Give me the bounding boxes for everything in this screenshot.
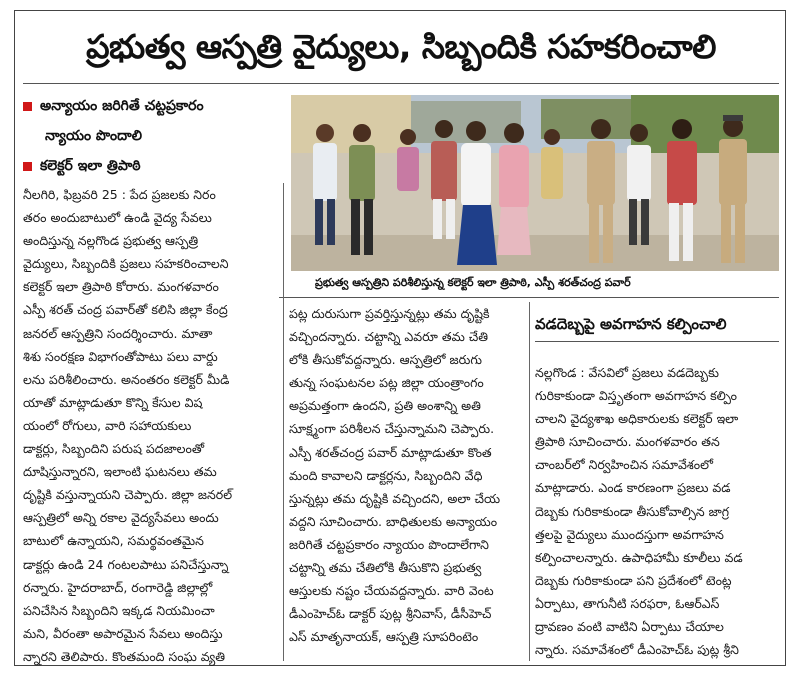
article-line: చాలని వైద్యశాఖ అధికారులకు కలెక్టర్ ఇలా xyxy=(535,411,739,427)
article-line: ఎస్ మాతృనాయక్, ఆస్పత్రి సూపరింటెం xyxy=(289,629,479,645)
bullet-text: అన్యాయం జరిగితే చట్టప్రకారం xyxy=(40,98,204,114)
article-line: ఆస్పత్రిలో అన్ని రకాల వైద్యసేవలు అందు xyxy=(23,510,219,526)
article-line: త్రిపాఠి సూచించారు. మంగళవారం తన xyxy=(535,434,720,450)
article-line: గురికాకుండా విస్తృతంగా అవగాహన కల్పిం xyxy=(535,388,737,404)
headline: ప్రభుత్వ ఆస్పత్రి వైద్యులు, సిబ్బందికి సహకరించాలి xyxy=(86,27,716,66)
caption-rule xyxy=(279,297,779,298)
article-line: డీఎంహెచ్‌ఓ డాక్టర్ పుట్ల శ్రీనివాస్, డీసీహెచ్ xyxy=(289,606,492,622)
article-line: పనిచేసిన సిబ్బందిని ఇక్కడ నియమించా xyxy=(23,602,215,618)
article-line: కల్పించాలన్నారు. ఉపాధిహామీ కూలీలు వడ xyxy=(535,549,743,565)
bullet-item-continuation xyxy=(23,121,285,151)
article-line: దెబ్బకు గురికాకుండా పని ప్రదేశంలో టెంట్ల xyxy=(535,572,732,588)
article-line: నల్లగొండ : వేసవిలో ప్రజలు వడదెబ్బకు xyxy=(535,365,719,380)
headline-rule xyxy=(23,83,779,84)
article-line: తున్న సంఘటనల పట్ల జిల్లా యంత్రాంగం xyxy=(289,375,484,391)
bullet-list xyxy=(23,91,285,181)
article-line: లను పరిశీలించారు. అనంతరం కలెక్టర్ మీడి xyxy=(23,371,230,387)
article-column-3 xyxy=(535,361,779,661)
bullet-text: న్యాయం పొందాలి xyxy=(45,128,142,144)
article-line: సూక్ష్మంగా పరిశీలన చేస్తున్నామని చెప్పారు. xyxy=(289,421,495,437)
article-line: దూషిస్తున్నారని, ఇలాంటి ఘటనలు తమ xyxy=(23,464,217,480)
article-line: కలెక్టర్ ఇలా త్రిపాఠి కోరారు. మంగళవారం xyxy=(23,279,219,295)
article-line: లోకి తీసుకోవద్దన్నారు. ఆస్పత్రిలో జరుగు xyxy=(289,352,482,368)
article-line: వచ్చిందన్నారు. చట్టాన్ని ఎవరూ తమ చేతి xyxy=(289,329,489,345)
article-line: యాతో మాట్లాడుతూ కొన్ని కేసుల విష xyxy=(23,394,203,410)
article-line: జనరల్ ఆస్పత్రిని సందర్శించారు. మాతా xyxy=(23,325,213,341)
article-line: న్నారు. సమావేశంలో డీఎంహెచ్‌ఓ పుట్ల శ్రీని xyxy=(535,642,739,658)
article-line: అందిస్తున్న నల్లగొండ ప్రభుత్వ ఆస్పత్రి xyxy=(23,233,199,249)
column-divider xyxy=(283,183,284,661)
photo-caption: ప్రభుత్వ ఆస్పత్రిని పరిశీలిస్తున్న కలెక్టర్ ఇలా త్రిపాఠి, ఎస్పీ శరత్‌చంద్ర పవార్ xyxy=(315,276,631,289)
article-line: రన్నారు. హైదరాబాద్, రంగారెడ్డి జిల్లాల్లో xyxy=(23,579,213,595)
article-line: నీలగిరి, ఫిబ్రవరి 25 : పేద ప్రజలకు నిరం xyxy=(23,187,216,202)
bullet-marker-icon xyxy=(23,102,32,111)
article-line: వద్దని సూచించారు. బాధితులకు అన్యాయం xyxy=(289,513,498,529)
article-line: పట్ల దురుసుగా ప్రవర్తిస్తున్నట్లు తమ దృష్టికి xyxy=(289,306,490,321)
news-photo xyxy=(291,95,779,271)
article-line: డాక్టర్లు, సిబ్బందిని పరుష పదజాలంతో xyxy=(23,441,205,457)
article-line: తరం అందుబాటులో ఉండి వైద్య సేవలు xyxy=(23,210,212,226)
subheading: వడదెబ్బపై అవగాహన కల్పించాలి xyxy=(535,315,727,333)
article-line: జరిగితే చట్టప్రకారం న్యాయం పొందాలేగాని xyxy=(289,536,489,552)
article-line: శిశు సంరక్షణ విభాగంతోపాటు పలు వార్డు xyxy=(23,348,218,364)
article-line: దెబ్బకు గురికాకుండా తీసుకోవాల్సిన జాగ్ర xyxy=(535,503,730,519)
article-line: మని, వీరంతా అపారమైన సేవలు అందిస్తు xyxy=(23,625,223,641)
article-column-1 xyxy=(23,183,281,668)
article-line: డాక్టర్లు ఉండి 24 గంటలపాటు పనిచేస్తున్నా xyxy=(23,556,229,572)
article-line: ఎస్పీ శరత్‌చంద్ర పవార్ మాట్లాడుతూ కొంత xyxy=(289,444,492,460)
article-column-2 xyxy=(289,302,525,648)
bullet-item xyxy=(23,91,285,121)
article-line: యంలో రోగులు, వారి సహాయకులు xyxy=(23,417,192,433)
article-line: బాటులో ఉన్నాయని, సమర్థవంతమైన xyxy=(23,533,204,549)
article-line: ఏర్పాటు, తాగునీటి సరఫరా, ఓఆర్ఎస్ xyxy=(535,595,720,611)
article-line: ద్రావణం వంటి వాటిని ఏర్పాటు చేయాల xyxy=(535,619,724,635)
article-line: స్తున్నట్లు తమ దృష్టికి వచ్చిందని, అలా చేయ xyxy=(289,490,501,506)
article-line: త్తలపై వైద్యులు ముందస్తుగా అవగాహన xyxy=(535,526,724,542)
article-line: అప్రమత్తంగా ఉందని, ప్రతి అంశాన్ని అతి xyxy=(289,398,481,414)
article-line: చట్టాన్ని తమ చేతిలోకి తీసుకొని ప్రభుత్వ xyxy=(289,560,482,576)
article-line: ఎస్పీ శరత్ చంద్ర పవార్‌తో కలిసి జిల్లా కేంద్ర xyxy=(23,302,228,318)
article-line: న్నారని తెలిపారు. కొంతమంది సంఘ వ్యతి xyxy=(23,648,226,664)
article-line: మంది కావాలని డాక్టర్లను, సిబ్బందిని వేధి xyxy=(289,467,483,483)
article-line: ఆస్తులకు నష్టం చేయవద్దన్నారు. వారి వెంట xyxy=(289,583,494,599)
article-line: వైద్యులు, సిబ్బందికి ప్రజలు సహకరించాలని xyxy=(23,256,229,272)
article-line: మాట్లాడారు. ఎండ కారణంగా ప్రజలు వడ xyxy=(535,480,731,496)
bullet-marker-icon xyxy=(23,162,32,171)
column-divider xyxy=(529,302,530,661)
subheading-rule xyxy=(535,341,779,342)
bullet-text: కలెక్టర్ ఇలా త్రిపాఠి xyxy=(40,158,141,174)
news-photo-image xyxy=(291,95,779,271)
bullet-item xyxy=(23,151,285,181)
article-line: చాంబర్‌లో నిర్వహించిన సమావేశంలో xyxy=(535,457,713,473)
news-clipping xyxy=(14,10,786,666)
article-line: దృష్టికి వస్తున్నాయని చెప్పారు. జిల్లా జనరల్ xyxy=(23,487,233,503)
